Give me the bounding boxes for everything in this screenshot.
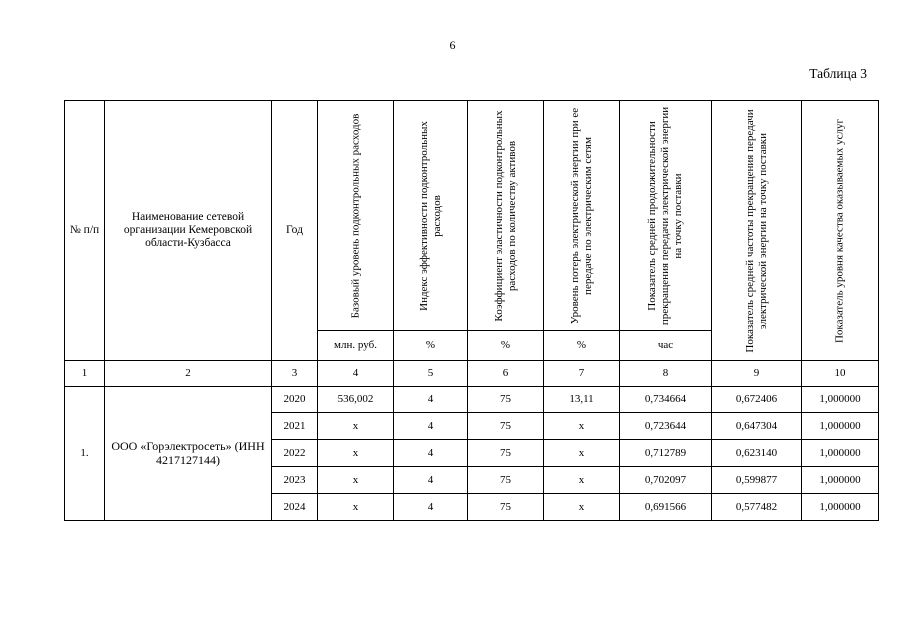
org-number: 1. (65, 387, 105, 521)
cell-year: 2021 (272, 413, 318, 440)
col-number: 1 (65, 361, 105, 387)
col-number: 3 (272, 361, 318, 387)
cell-saidi: 0,712789 (620, 440, 712, 467)
header-efficiency-index-text: Индекс эффективности подконтрольных расходов (417, 120, 443, 311)
cell-year: 2023 (272, 467, 318, 494)
cell-base-expenses: x (318, 494, 394, 521)
cell-quality: 1,000000 (802, 440, 879, 467)
table-row (65, 387, 879, 413)
cell-efficiency-index: 4 (394, 387, 468, 413)
header-saidi-text: Показатель средней продолжительности прекращения передачи электрической энергии на точку поставки (645, 106, 685, 325)
table-caption: Таблица 3 (809, 66, 867, 81)
cell-saidi: 0,691566 (620, 494, 712, 521)
org-name: ООО «Горэлектросеть» (ИНН 4217127144) (105, 387, 272, 521)
cell-quality: 1,000000 (802, 387, 879, 413)
cell-saifi: 0,623140 (712, 440, 802, 467)
cell-year: 2022 (272, 440, 318, 467)
cell-elasticity: 75 (468, 440, 544, 467)
cell-quality: 1,000000 (802, 467, 879, 494)
col-number: 9 (712, 361, 802, 387)
cell-losses: x (544, 494, 620, 521)
col-number: 2 (105, 361, 272, 387)
page-number: 6 (449, 38, 456, 52)
unit-c6: % (468, 331, 544, 361)
header-base-expenses-text: Базовый уровень подконтрольных расходов (348, 113, 361, 318)
cell-quality: 1,000000 (802, 494, 879, 521)
header-num: № п/п (65, 101, 105, 361)
header-saifi-text: Показатель средней частоты прекращения передачи электрической энергии на точку поставки (743, 108, 769, 353)
cell-efficiency-index: 4 (394, 494, 468, 521)
cell-elasticity: 75 (468, 387, 544, 413)
cell-efficiency-index: 4 (394, 440, 468, 467)
unit-c7: % (544, 331, 620, 361)
header-base-expenses (318, 101, 394, 331)
cell-efficiency-index: 4 (394, 467, 468, 494)
cell-base-expenses: x (318, 413, 394, 440)
cell-efficiency-index: 4 (394, 413, 468, 440)
col-number: 10 (802, 361, 879, 387)
col-number: 8 (620, 361, 712, 387)
header-quality-text: Показатель уровня качества оказываемых услуг (833, 118, 846, 343)
header-saifi (712, 101, 802, 361)
col-number: 5 (394, 361, 468, 387)
cell-saifi: 0,599877 (712, 467, 802, 494)
cell-quality: 1,000000 (802, 413, 879, 440)
header-elasticity (468, 101, 544, 331)
header-losses (544, 101, 620, 331)
unit-c8: час (620, 331, 712, 361)
tariff-parameters-table (64, 100, 879, 521)
cell-saifi: 0,672406 (712, 387, 802, 413)
cell-saifi: 0,577482 (712, 494, 802, 521)
col-number: 4 (318, 361, 394, 387)
cell-elasticity: 75 (468, 467, 544, 494)
header-year: Год (272, 101, 318, 361)
header-efficiency-index (394, 101, 468, 331)
col-number: 7 (544, 361, 620, 387)
cell-base-expenses: 536,002 (318, 387, 394, 413)
cell-saidi: 0,702097 (620, 467, 712, 494)
header-org-name: Наименование сетевой организации Кемеровской области-Кузбасса (105, 101, 272, 361)
unit-c5: % (394, 331, 468, 361)
cell-elasticity: 75 (468, 494, 544, 521)
cell-losses: x (544, 413, 620, 440)
cell-losses: x (544, 467, 620, 494)
cell-saifi: 0,647304 (712, 413, 802, 440)
header-losses-text: Уровень потерь электрической энергии при ее передаче по электрическим сетям (568, 107, 594, 324)
cell-base-expenses: x (318, 467, 394, 494)
cell-year: 2024 (272, 494, 318, 521)
cell-year: 2020 (272, 387, 318, 413)
cell-losses: 13,11 (544, 387, 620, 413)
col-number: 6 (468, 361, 544, 387)
header-saidi (620, 101, 712, 331)
cell-base-expenses: x (318, 440, 394, 467)
cell-elasticity: 75 (468, 413, 544, 440)
cell-losses: x (544, 440, 620, 467)
header-elasticity-text: Коэффициент эластичности подконтрольных расходов по количеству активов (492, 109, 518, 322)
header-quality (802, 101, 879, 361)
unit-c4: млн. руб. (318, 331, 394, 361)
cell-saidi: 0,723644 (620, 413, 712, 440)
cell-saidi: 0,734664 (620, 387, 712, 413)
